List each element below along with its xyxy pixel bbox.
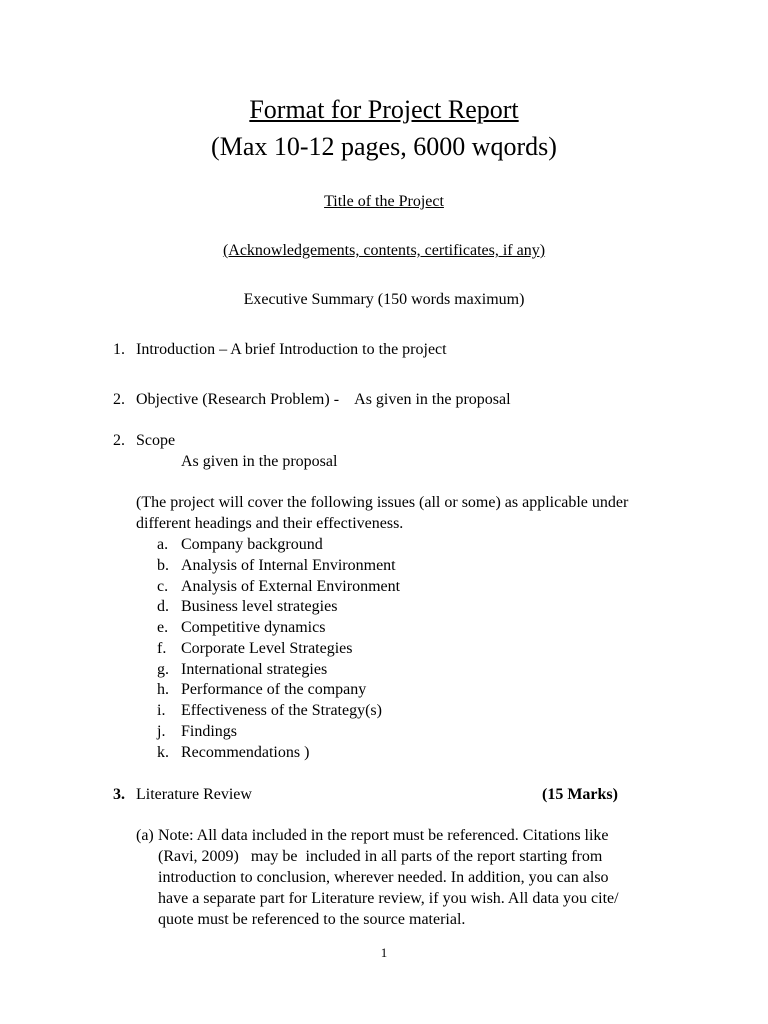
page-number: 1 <box>380 945 388 960</box>
list-item-text: Competitive dynamics <box>181 619 326 636</box>
section-scope-subtext: As given in the proposal <box>181 453 338 470</box>
list-item-text: Recommendations ) <box>181 744 310 761</box>
note-line: (Ravi, 2009) may be included in all parts of the report starting from <box>158 848 603 865</box>
list-item-marker: d. <box>157 598 169 615</box>
section-2-text: Objective (Research Problem) - As given in the proposal <box>136 391 511 408</box>
note-line: have a separate part for Literature review, if you wish. All data you cite/ <box>158 890 619 907</box>
list-item-text: Business level strategies <box>181 598 338 615</box>
list-item-marker: g. <box>157 661 169 678</box>
title-of-project-heading: Title of the Project <box>324 193 444 210</box>
list-item-text: Analysis of Internal Environment <box>181 557 396 574</box>
list-item-marker: e. <box>157 619 169 636</box>
executive-summary-heading: Executive Summary (150 words maximum) <box>243 291 525 308</box>
section-scope-number: 2. <box>113 432 125 449</box>
section-3-text: Literature Review <box>136 786 252 803</box>
section-2-number: 2. <box>113 391 125 408</box>
list-item <box>157 535 323 556</box>
list-item-marker: j. <box>157 723 166 740</box>
list-item-text: International strategies <box>181 661 328 678</box>
scope-paragraph-line-1: (The project will cover the following issues (all or some) as applicable under <box>136 494 629 511</box>
document-subtitle: (Max 10-12 pages, 6000 wqords) <box>211 132 557 161</box>
section-3-marks: (15 Marks) <box>542 786 618 803</box>
list-item-marker: f. <box>157 640 167 657</box>
list-item <box>157 577 400 598</box>
list-item <box>157 556 396 577</box>
list-item-text: Analysis of External Environment <box>181 578 401 595</box>
section-1-text: Introduction – A brief Introduction to the project <box>136 341 447 358</box>
list-item-marker: b. <box>157 557 169 574</box>
list-item-marker: c. <box>157 578 169 595</box>
note-line: introduction to conclusion, wherever needed. In addition, you can also <box>158 869 609 886</box>
list-item-text: Effectiveness of the Strategy(s) <box>181 702 382 719</box>
list-item <box>157 743 309 764</box>
document-title <box>0 94 768 126</box>
list-item <box>157 660 327 681</box>
list-item <box>157 722 237 743</box>
list-item-marker: i. <box>157 702 166 719</box>
list-item-text: Company background <box>181 536 323 553</box>
list-item <box>157 680 366 701</box>
list-item-text: Corporate Level Strategies <box>181 640 353 657</box>
section-3-number: 3. <box>113 786 125 803</box>
scope-paragraph-line-2: different headings and their effectiveness. <box>136 515 404 532</box>
acknowledgements-heading: (Acknowledgements, contents, certificates, if any) <box>222 242 546 259</box>
note-line: Note: All data included in the report must be referenced. Citations like <box>158 827 609 844</box>
list-item <box>157 618 325 639</box>
list-item-marker: a. <box>157 536 169 553</box>
list-item-marker: k. <box>157 744 169 761</box>
list-item-text: Findings <box>181 723 238 740</box>
section-scope-text: Scope <box>136 432 176 449</box>
list-item <box>157 701 382 722</box>
list-item <box>157 597 337 618</box>
section-1-number: 1. <box>113 341 125 358</box>
list-item <box>157 639 353 660</box>
note-line: quote must be referenced to the source material. <box>158 911 466 928</box>
list-item-marker: h. <box>157 681 169 698</box>
list-item-text: Performance of the company <box>181 681 367 698</box>
note-marker: (a) <box>136 827 154 844</box>
title-line-1: Format for Project Report <box>249 95 519 124</box>
